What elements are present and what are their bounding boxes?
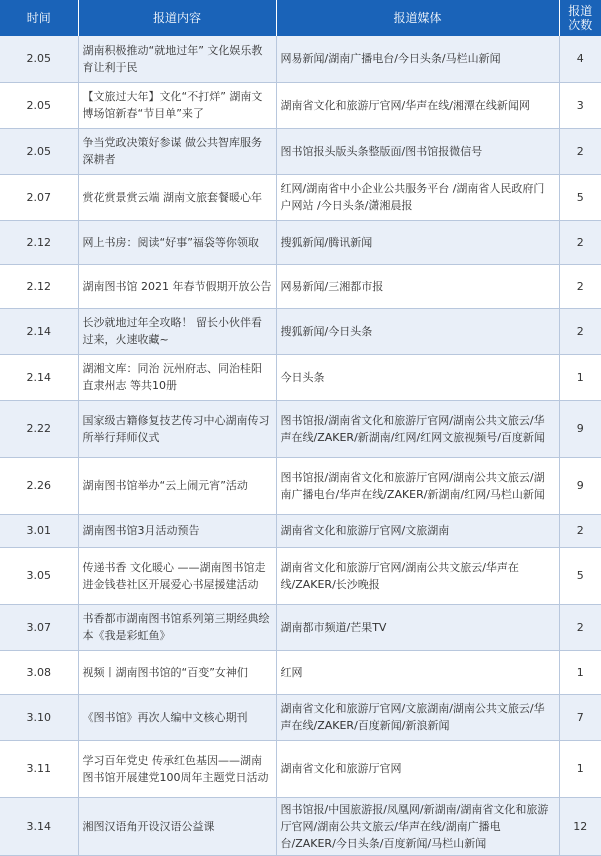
row-content: 传递书香 文化暖心 ——湖南图书馆走进金钱巷社区开展爱心书屋援建活动 bbox=[78, 547, 276, 604]
row-count: 4 bbox=[559, 36, 601, 82]
table-row bbox=[0, 650, 601, 694]
row-count: 2 bbox=[559, 128, 601, 174]
row-media: 红网 bbox=[276, 650, 559, 694]
row-date: 3.08 bbox=[0, 650, 78, 694]
row-count: 9 bbox=[559, 457, 601, 514]
table-row bbox=[0, 354, 601, 400]
row-date: 3.07 bbox=[0, 604, 78, 650]
row-date: 3.14 bbox=[0, 797, 78, 855]
row-media: 湖南都市频道/芒果TV bbox=[276, 604, 559, 650]
row-media: 图书馆报/湖南省文化和旅游厅官网/湖南公共文旅云/华声在线/ZAKER/新湖南/红网/红网文旅视频号/百度新闻 bbox=[276, 400, 559, 457]
row-date: 2.14 bbox=[0, 308, 78, 354]
table-body bbox=[0, 36, 601, 855]
table-row bbox=[0, 220, 601, 264]
row-content: 争当党政决策好参谋 做公共智库服务深耕者 bbox=[78, 128, 276, 174]
row-content: 国家级古籍修复技艺传习中心湖南传习所举行拜师仪式 bbox=[78, 400, 276, 457]
row-media: 湖南省文化和旅游厅官网 bbox=[276, 740, 559, 797]
row-media: 搜狐新闻/今日头条 bbox=[276, 308, 559, 354]
row-media: 今日头条 bbox=[276, 354, 559, 400]
row-content: 湘图汉语角开设汉语公益课 bbox=[78, 797, 276, 855]
row-media: 搜狐新闻/腾讯新闻 bbox=[276, 220, 559, 264]
table-row bbox=[0, 514, 601, 547]
row-date: 3.11 bbox=[0, 740, 78, 797]
row-count: 2 bbox=[559, 220, 601, 264]
table-header bbox=[0, 0, 601, 36]
row-count: 7 bbox=[559, 694, 601, 740]
row-date: 2.05 bbox=[0, 36, 78, 82]
row-content: 湖南图书馆3月活动预告 bbox=[78, 514, 276, 547]
row-media: 湖南省文化和旅游厅官网/湖南公共文旅云/华声在线/ZAKER/长沙晚报 bbox=[276, 547, 559, 604]
row-count: 9 bbox=[559, 400, 601, 457]
row-media: 网易新闻/湖南广播电台/今日头条/马栏山新闻 bbox=[276, 36, 559, 82]
row-date: 2.12 bbox=[0, 220, 78, 264]
row-date: 2.22 bbox=[0, 400, 78, 457]
row-count: 2 bbox=[559, 514, 601, 547]
row-media: 图书馆报/湖南省文化和旅游厅官网/湖南公共文旅云/湖南广播电台/华声在线/ZAKER/新湖南/红网/马栏山新闻 bbox=[276, 457, 559, 514]
row-date: 3.01 bbox=[0, 514, 78, 547]
table-row bbox=[0, 797, 601, 855]
row-content: 书香都市湖南图书馆系列第三期经典绘本《我是彩虹鱼》 bbox=[78, 604, 276, 650]
row-count: 2 bbox=[559, 264, 601, 308]
table-row bbox=[0, 128, 601, 174]
table-row bbox=[0, 174, 601, 220]
row-content: 【文旅过大年】文化“不打烊” 湖南文博场馆新春“节目单”来了 bbox=[78, 82, 276, 128]
header-count: 报道次数 bbox=[559, 0, 601, 36]
row-date: 2.12 bbox=[0, 264, 78, 308]
table-row bbox=[0, 457, 601, 514]
row-count: 1 bbox=[559, 740, 601, 797]
row-date: 3.05 bbox=[0, 547, 78, 604]
row-date: 2.05 bbox=[0, 82, 78, 128]
row-content: 湖南积极推动“就地过年” 文化娱乐教育让利于民 bbox=[78, 36, 276, 82]
row-content: 长沙就地过年全攻略！ 留长小伙伴看过来，火速收藏~ bbox=[78, 308, 276, 354]
table-row bbox=[0, 694, 601, 740]
row-count: 5 bbox=[559, 174, 601, 220]
row-content: 学习百年党史 传承红色基因——湖南图书馆开展建党100周年主题党日活动 bbox=[78, 740, 276, 797]
row-content: 视频丨湖南图书馆的“百变”女神们 bbox=[78, 650, 276, 694]
row-date: 2.14 bbox=[0, 354, 78, 400]
row-count: 5 bbox=[559, 547, 601, 604]
table-row bbox=[0, 400, 601, 457]
row-count: 12 bbox=[559, 797, 601, 855]
header-media: 报道媒体 bbox=[276, 0, 559, 36]
table-row bbox=[0, 308, 601, 354]
header-row bbox=[0, 0, 601, 36]
row-media: 湖南省文化和旅游厅官网/华声在线/湘潭在线新闻网 bbox=[276, 82, 559, 128]
table-row bbox=[0, 264, 601, 308]
table-row bbox=[0, 547, 601, 604]
row-media: 图书馆报/中国旅游报/凤凰网/新湖南/湖南省文化和旅游厅官网/湖南公共文旅云/华声在线/湖南广播电台/ZAKER/今日头条/百度新闻/马栏山新闻 bbox=[276, 797, 559, 855]
row-date: 2.07 bbox=[0, 174, 78, 220]
table-row bbox=[0, 740, 601, 797]
row-media: 红网/湖南省中小企业公共服务平台 /湖南省人民政府门户网站 /今日头条/潇湘晨报 bbox=[276, 174, 559, 220]
row-media: 湖南省文化和旅游厅官网/文旅湖南 bbox=[276, 514, 559, 547]
row-media: 湖南省文化和旅游厅官网/文旅湖南/湖南公共文旅云/华声在线/ZAKER/百度新闻/新浪新闻 bbox=[276, 694, 559, 740]
row-content: 《图书馆》再次人编中文核心期刊 bbox=[78, 694, 276, 740]
header-date: 时间 bbox=[0, 0, 78, 36]
row-content: 湖南图书馆 2021 年春节假期开放公告 bbox=[78, 264, 276, 308]
row-media: 网易新闻/三湘都市报 bbox=[276, 264, 559, 308]
row-date: 3.10 bbox=[0, 694, 78, 740]
row-date: 2.26 bbox=[0, 457, 78, 514]
header-content: 报道内容 bbox=[78, 0, 276, 36]
row-count: 3 bbox=[559, 82, 601, 128]
row-count: 1 bbox=[559, 650, 601, 694]
row-count: 1 bbox=[559, 354, 601, 400]
row-count: 2 bbox=[559, 604, 601, 650]
row-content: 湖南图书馆举办“云上闹元宵”活动 bbox=[78, 457, 276, 514]
table-row bbox=[0, 604, 601, 650]
row-count: 2 bbox=[559, 308, 601, 354]
row-date: 2.05 bbox=[0, 128, 78, 174]
table-row bbox=[0, 36, 601, 82]
row-content: 湖湘文库：同治 沅州府志、同治桂阳直隶州志 等共10册 bbox=[78, 354, 276, 400]
row-media: 图书馆报头版头条整版面/图书馆报微信号 bbox=[276, 128, 559, 174]
table-row bbox=[0, 82, 601, 128]
row-content: 网上书房：阅读“好事”福袋等你领取 bbox=[78, 220, 276, 264]
row-content: 赏花赏景赏云端 湖南文旅套餐暖心年 bbox=[78, 174, 276, 220]
